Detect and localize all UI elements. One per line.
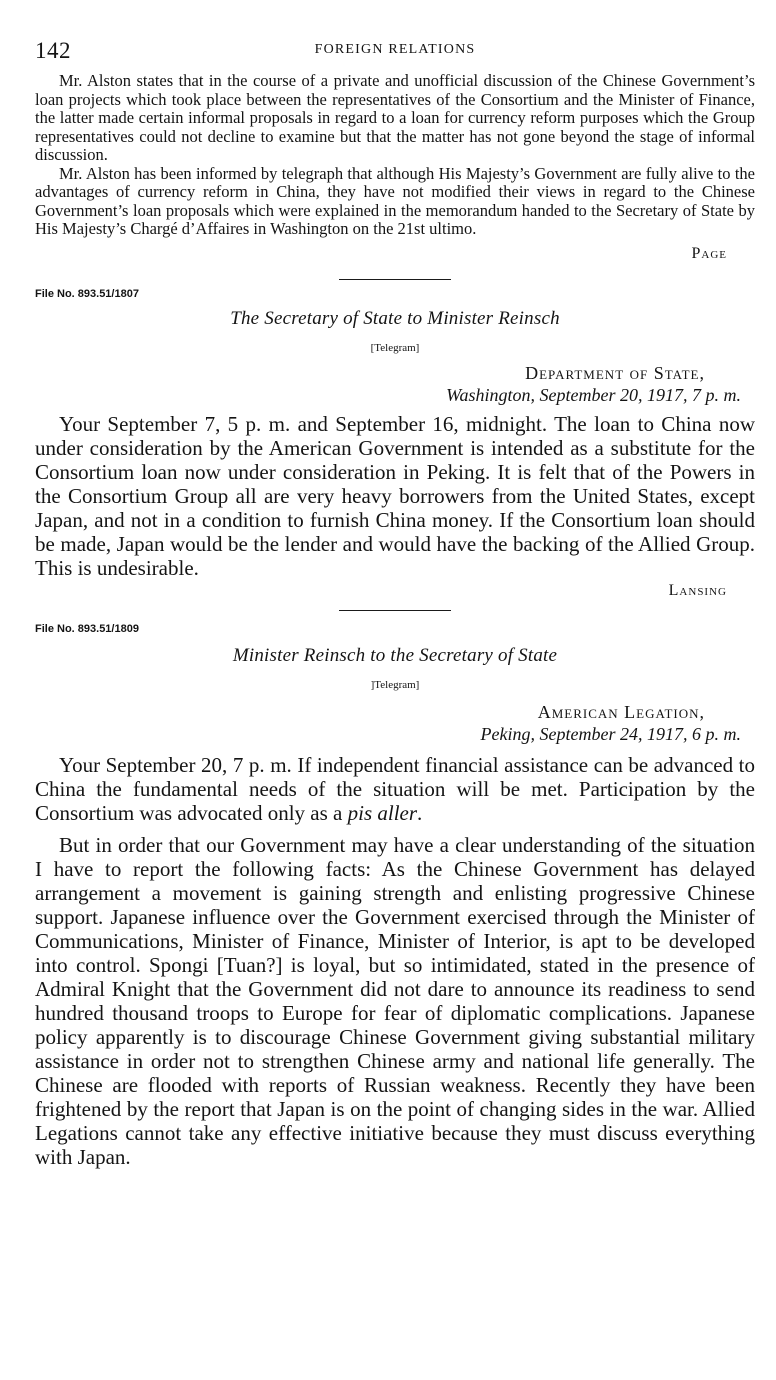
running-header bbox=[35, 30, 755, 70]
dateline bbox=[35, 362, 741, 406]
page-number: 142 bbox=[35, 38, 71, 63]
running-title: FOREIGN RELATIONS bbox=[314, 42, 476, 57]
telegram-label: ]Telegram] bbox=[370, 678, 420, 691]
body-paragraph: But in order that our Government may have a clear understanding of the situation I have to report the following facts: As the Chinese Government has delayed arrangement a movement is gaining strength and enlisting progressive Chinese support. Japanese influence over the Government exercised through the Minister of Communications, Minister of Finance, Minister of Interior, is apt to be developed into control. Spongi [Tuan?] is loyal, but so intimidated, stated in the presence of Admiral Knight that the Government did not dare to announce its readiness to send hundred thousand troops to Europe for fear of diplomatic complications. Japanese policy apparently is to discourage Chinese Government giving substantial military assistance in order not to strengthen Chinese army and national life generally. The Chinese are flooded with reports of Russian weakness. Recently they have been frightened by the report that Japan is on the point of changing sides in the war. Allied Legations cannot take any effective initiative because they must discuss everything with Japan. bbox=[35, 832, 755, 1169]
document-page bbox=[35, 30, 755, 1169]
dateline bbox=[35, 701, 741, 745]
document-body bbox=[35, 412, 755, 580]
document-body bbox=[35, 753, 755, 1169]
file-number: File No. 893.51/1807 bbox=[35, 287, 139, 300]
intro-section bbox=[35, 72, 755, 263]
document-title: The Secretary of State to Minister Reinsch bbox=[230, 307, 560, 329]
signature: Lansing bbox=[668, 581, 727, 599]
body-paragraph: Your September 7, 5 p. m. and September 16, midnight. The loan to China now under consideration by the American Government is intended as a substitute for the Consortium loan now under consideration in Peking. It is felt that of the Powers in the Consortium Group all are very heavy borrowers from the United States, except Japan, and not in a condition to furnish China money. If the Consortium loan should be made, Japan would be the lender and would have the backing of the Allied Group. This is undesirable. bbox=[35, 411, 755, 580]
document-title: Minister Reinsch to the Secretary of State bbox=[232, 644, 558, 666]
document-section bbox=[35, 288, 755, 600]
intro-paragraph: Mr. Alston states that in the course of a private and unofficial discussion of the Chinese Government’s loan projects which took place between the representatives of the Consortium and the Minister of Finance, the latter made certain informal proposals in regard to a loan for currency reform purposes which the Group representatives could not decline to examine but that the matter has not gone beyond the stage of informal discussion. bbox=[35, 71, 755, 164]
body-paragraph bbox=[35, 753, 755, 825]
intro-paragraph: Mr. Alston has been informed by telegraph that although His Majesty’s Government are fully alive to the advantages of currency reform in China, they have not modified their views in regard to the Chinese Government’s loan proposals which were explained in the memorandum handed to the Secretary of State by His Majesty’s Chargé d’Affaires in Washington on the 21st ultimo. bbox=[35, 163, 755, 238]
italic-phrase: pis aller bbox=[347, 800, 418, 825]
file-number: File No. 893.51/1809 bbox=[35, 622, 139, 635]
dateline-office: American Legation, bbox=[537, 701, 705, 722]
dateline-office: Department of State, bbox=[525, 362, 705, 383]
dateline-place-date: Peking, September 24, 1917, 6 p. m. bbox=[480, 723, 741, 744]
sentence-end: . bbox=[417, 800, 423, 825]
signature: Page bbox=[691, 244, 727, 262]
section-divider bbox=[339, 610, 451, 611]
section-divider bbox=[339, 279, 451, 280]
document-section bbox=[35, 623, 755, 1169]
telegram-label: [Telegram] bbox=[370, 341, 420, 354]
body-text: Your September 20, 7 p. m. If independent financial assistance can be advanced to China the fundamental needs of the situation will be met. Participation by the Consortium was advocated only as a bbox=[35, 752, 755, 825]
dateline-place-date: Washington, September 20, 1917, 7 p. m. bbox=[446, 384, 741, 405]
